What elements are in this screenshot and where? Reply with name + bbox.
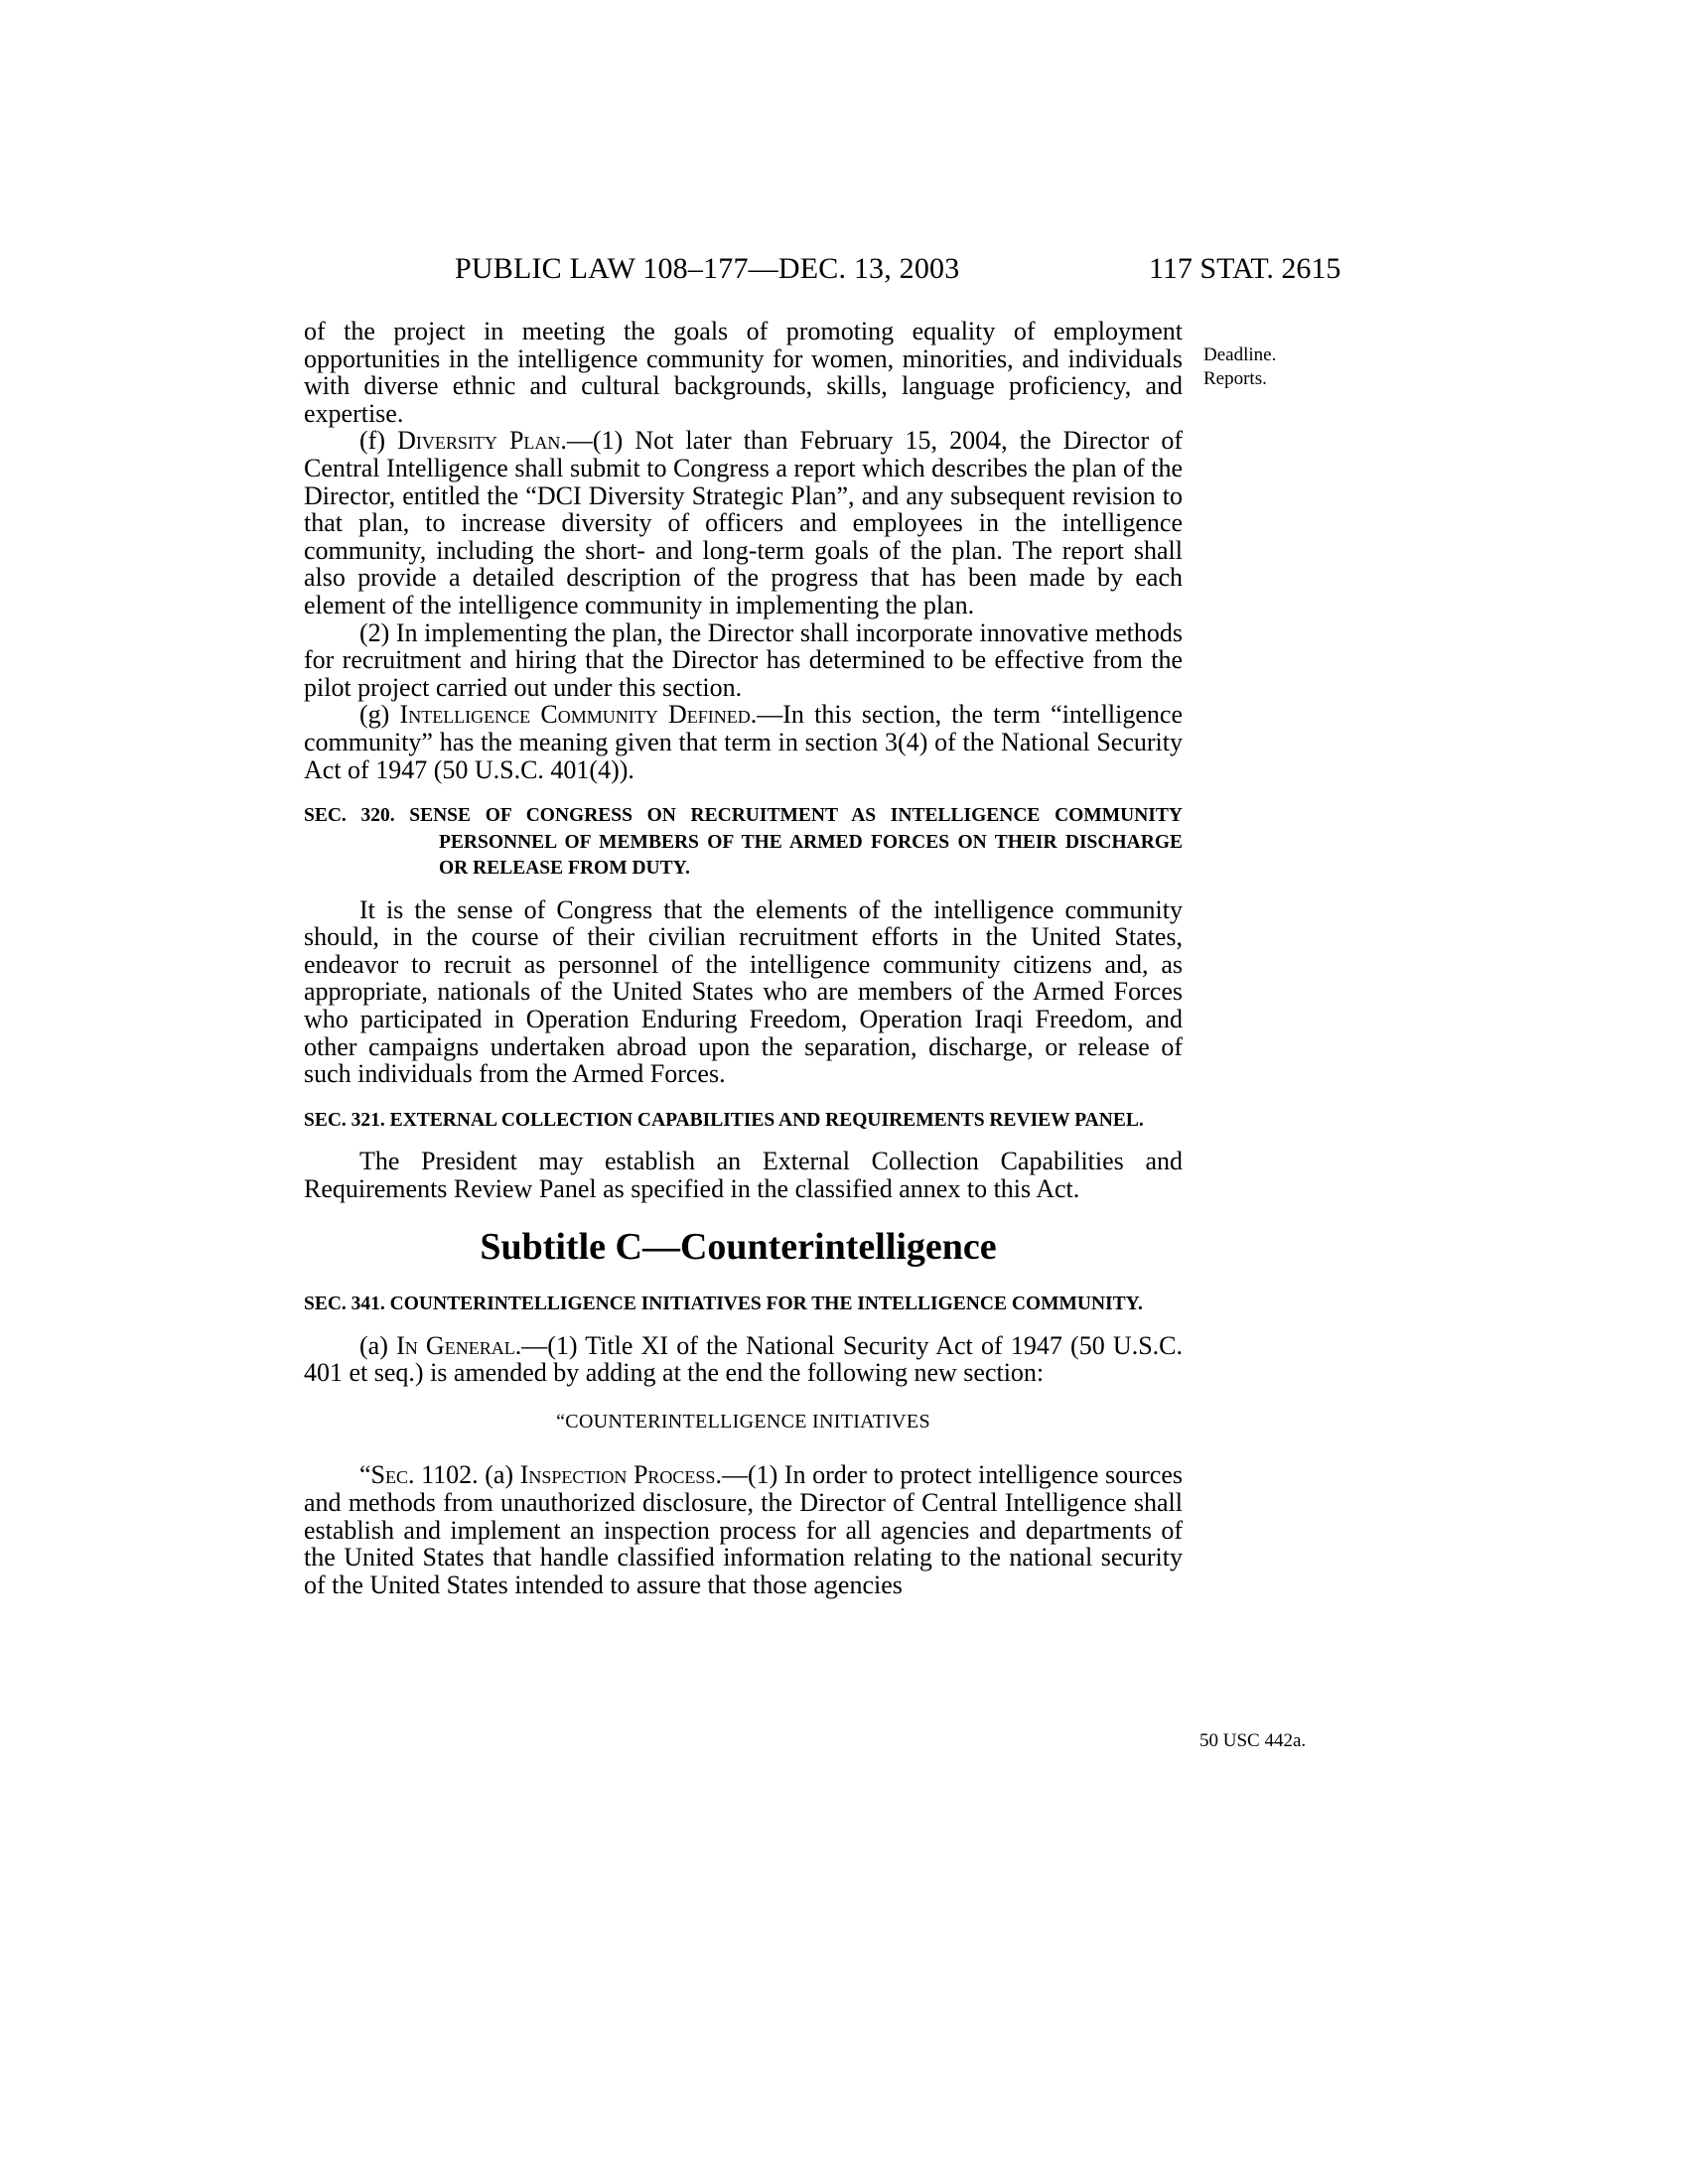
subsection-caption: Diversity Plan (397, 426, 561, 456)
section-320-text: It is the sense of Congress that the elements of the intelligence community should, in the course of their civilian recruitment efforts in the United States, endeavor to recruit as personnel of the intelligence community citizens and, as appropriate, nationals of the United States who are members of the Armed Forces who participated in Operation Enduring Freedom, Operation Iraqi Freedom, and other campaigns undertaken abroad upon the separation, discharge, or release of such individuals from the Armed Forces. (304, 894, 1183, 1089)
subsection-text: .—In this section, the term “intelligence community” has the meaning given that term in section 3(4) of the National Security Act of 1947 (50 U.S.C. 401(4)). (304, 700, 1183, 784)
paragraph-continuation: of the project in meeting the goals of promoting equality of employment opportunities in the intelligence community for women, minorities, and individuals with diverse ethnic and cultural backgrounds, skills, language proficiency, and expertise. (304, 317, 1183, 428)
paragraph-f-2: (2) In implementing the plan, the Director shall incorporate innovative methods for recruitment and hiring that the Director has determined to be effective from the pilot project carried out under this section. (304, 617, 1183, 702)
subsection-text: .—(1) Title XI of the National Security Act of 1947 (50 U.S.C. 401 et seq.) is amended by adding at the end the following new section: (304, 1330, 1183, 1388)
subsection-caption: Inspection Process (519, 1460, 716, 1490)
subsection-label: (f) (359, 426, 398, 456)
subsection-text: .—(1) Not later than February 15, 2004, the Director of Central Intelligence shall submit to Congress a report which describes the plan of the Director, entitled the “DCI Diversity Strategic Plan”, and any subsequent revision to that plan, to increase diversity of officers and employees in the intelligence community, including the short- and long-term goals of the plan. The report shall also provide a detailed description of the progress that has been made by each element of the intelligence community in implementing the plan. (304, 426, 1183, 619)
sec-abbrev: Sec (370, 1460, 409, 1490)
quote-mark: “ (359, 1460, 371, 1490)
subtitle-heading: Subtitle C—Counterintelligence (480, 1226, 997, 1269)
section-320-heading: SEC. 320. SENSE OF CONGRESS ON RECRUITMENT AS INTELLIGENCE COMMUNITY PERSONNEL OF MEMBERS OF THE ARMED FORCES ON THEIR DISCHARGE OR RELEASE FROM DUTY. (304, 805, 1183, 880)
body-text-column (304, 318, 1183, 1598)
margin-note-reports: Reports. (1203, 368, 1267, 389)
subsection-label: (g) (359, 700, 400, 730)
section-321-text: The President may establish an External Collection Capabilities and Requirements Review Panel as specified in the classified annex to this Act. (304, 1147, 1183, 1203)
section-number: . 1102. (a) (408, 1460, 520, 1490)
running-header-page-number: 117 STAT. 2615 (1149, 252, 1341, 285)
subsection-text: .—(1) In order to protect intelligence sources and methods from unauthorized disclosure, the Director of Central Intelligence shall establish and implement an inspection process for all agencies and departments of the United States that handle classified information relating to the national security of the United States intended to assure that those agencies (304, 1460, 1183, 1599)
subsection-caption: Intelligence Community Defined (399, 700, 751, 730)
section-341-a-text (304, 1332, 1183, 1387)
section-341-heading: SEC. 341. COUNTERINTELLIGENCE INITIATIVES FOR THE INTELLIGENCE COMMUNITY. (304, 1294, 1143, 1315)
running-header-title: PUBLIC LAW 108–177—DEC. 13, 2003 (455, 252, 960, 285)
margin-note-deadline: Deadline. (1203, 344, 1277, 365)
subsection-caption: In General (396, 1330, 515, 1360)
inserted-section-caption: “COUNTERINTELLIGENCE INITIATIVES (556, 1410, 930, 1433)
section-321-heading: SEC. 321. EXTERNAL COLLECTION CAPABILITIES AND REQUIREMENTS REVIEW PANEL. (304, 1109, 1144, 1131)
subsection-label: (a) (359, 1330, 397, 1360)
section-1102-text (304, 1461, 1183, 1598)
margin-note-usc-citation: 50 USC 442a. (1199, 1730, 1307, 1751)
paragraph-f-diversity-plan (304, 427, 1183, 618)
paragraph-g-definition (304, 701, 1183, 783)
